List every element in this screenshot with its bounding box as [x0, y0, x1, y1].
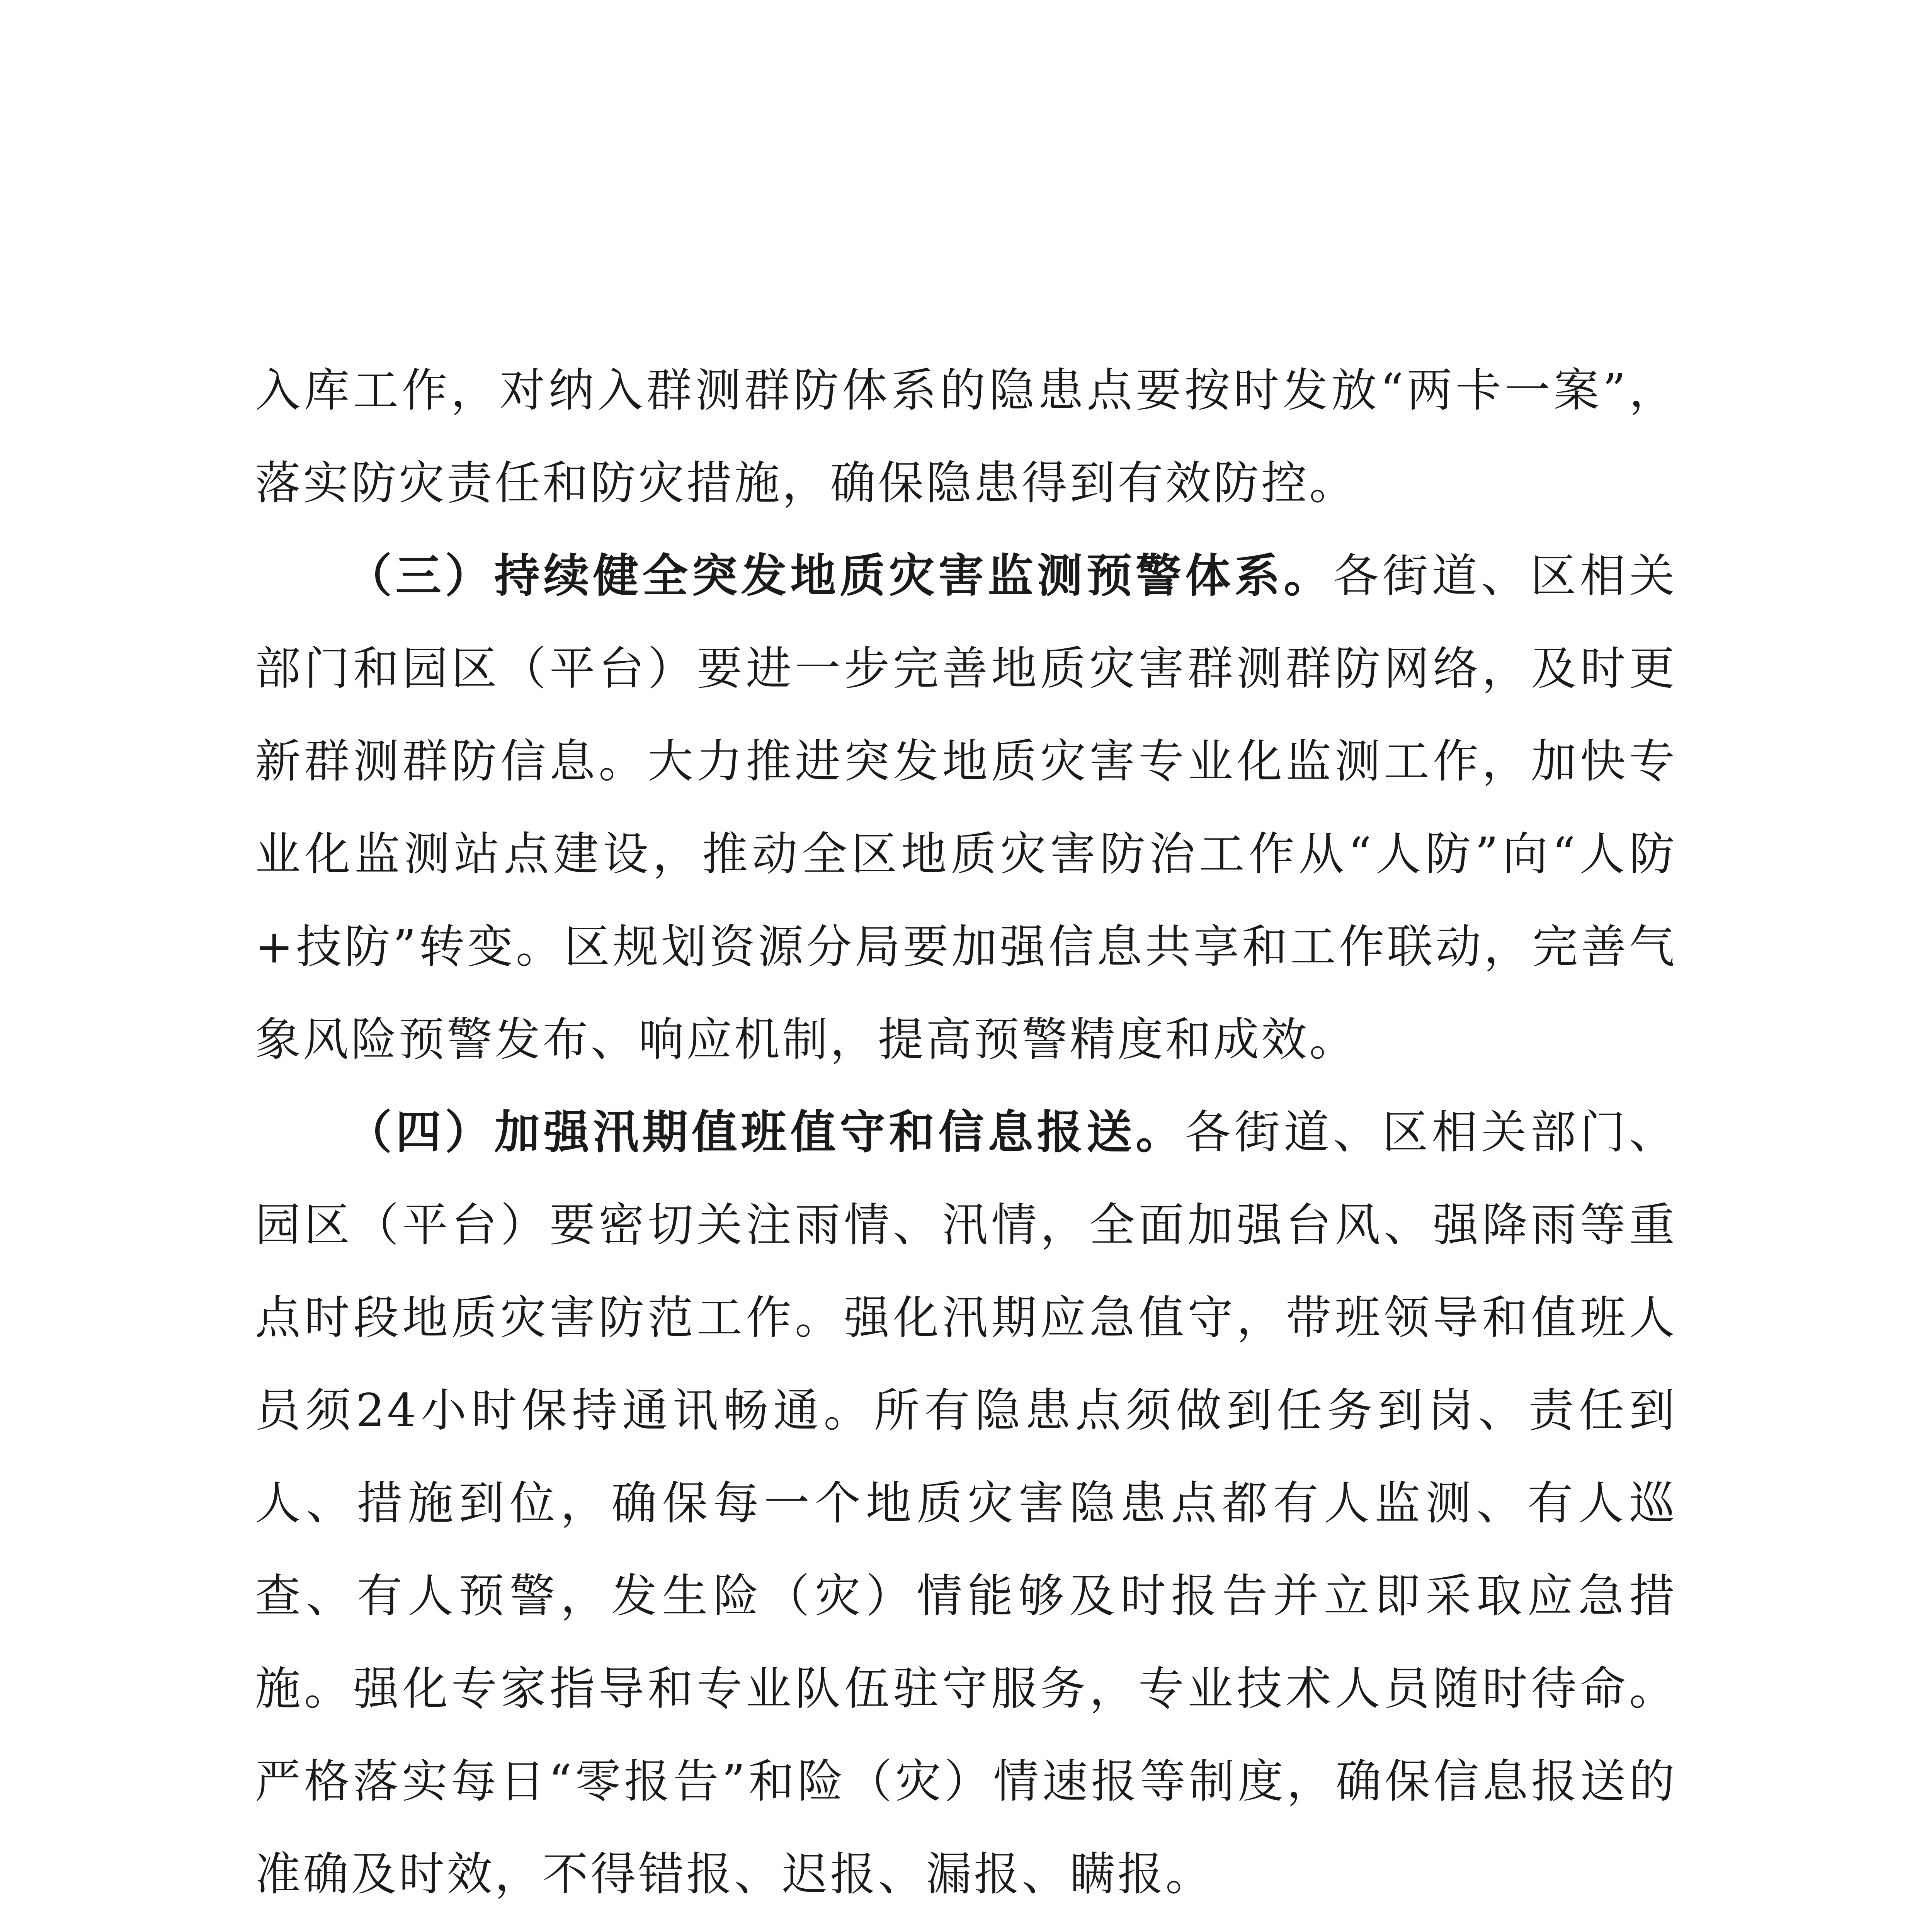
section-heading: （三）持续健全突发地质灾害监测预警体系。: [346, 549, 1333, 602]
section-heading: （四）加强汛期值班值守和信息报送。: [346, 1105, 1185, 1159]
paragraph-continuation: [255, 344, 1677, 529]
paragraph-section-3: [255, 529, 1677, 1086]
paragraph-text: 各街道、区相关部门、园区（平台）要密切关注雨情、汛情，全面加强台风、强降雨等重点时段地质灾害防范工作。强化汛期应急值守，带班领导和值班人员须24小时保持通讯畅通。所有隐患点须做到任务到岗、责任到人、措施到位，确保每一个地质灾害隐患点都有人监测、有人巡查、有人预警，发生险（灾）情能够及时报告并立即采取应急措施。强化专家指导和专业队伍驻守服务，专业技术人员随时待命。严格落实每日“零报告”和险（灾）情速报等制度，确保信息报送的准确及时效，不得错报、迟报、漏报、瞒报。: [255, 1105, 1677, 1901]
document-body: [255, 344, 1677, 1932]
paragraph-section-5: [255, 1920, 1677, 1932]
paragraph-text: 各街道、区相关部门和园区（平台）要进一步完善地质灾害群测群防网络，及时更新群测群防信息。大力推进突发地质灾害专业化监测工作，加快专业化监测站点建设，推动全区地质灾害防治工作从“人防”向“人防+技防”转变。区规划资源分局要加强信息共享和工作联动，完善气象风险预警发布、响应机制，提高预警精度和成效。: [255, 549, 1677, 1066]
paragraph-text: 入库工作，对纳入群测群防体系的隐患点要按时发放“两卡一案”，落实防灾责任和防灾措施，确保隐患得到有效防控。: [255, 364, 1677, 510]
paragraph-section-4: [255, 1086, 1677, 1920]
